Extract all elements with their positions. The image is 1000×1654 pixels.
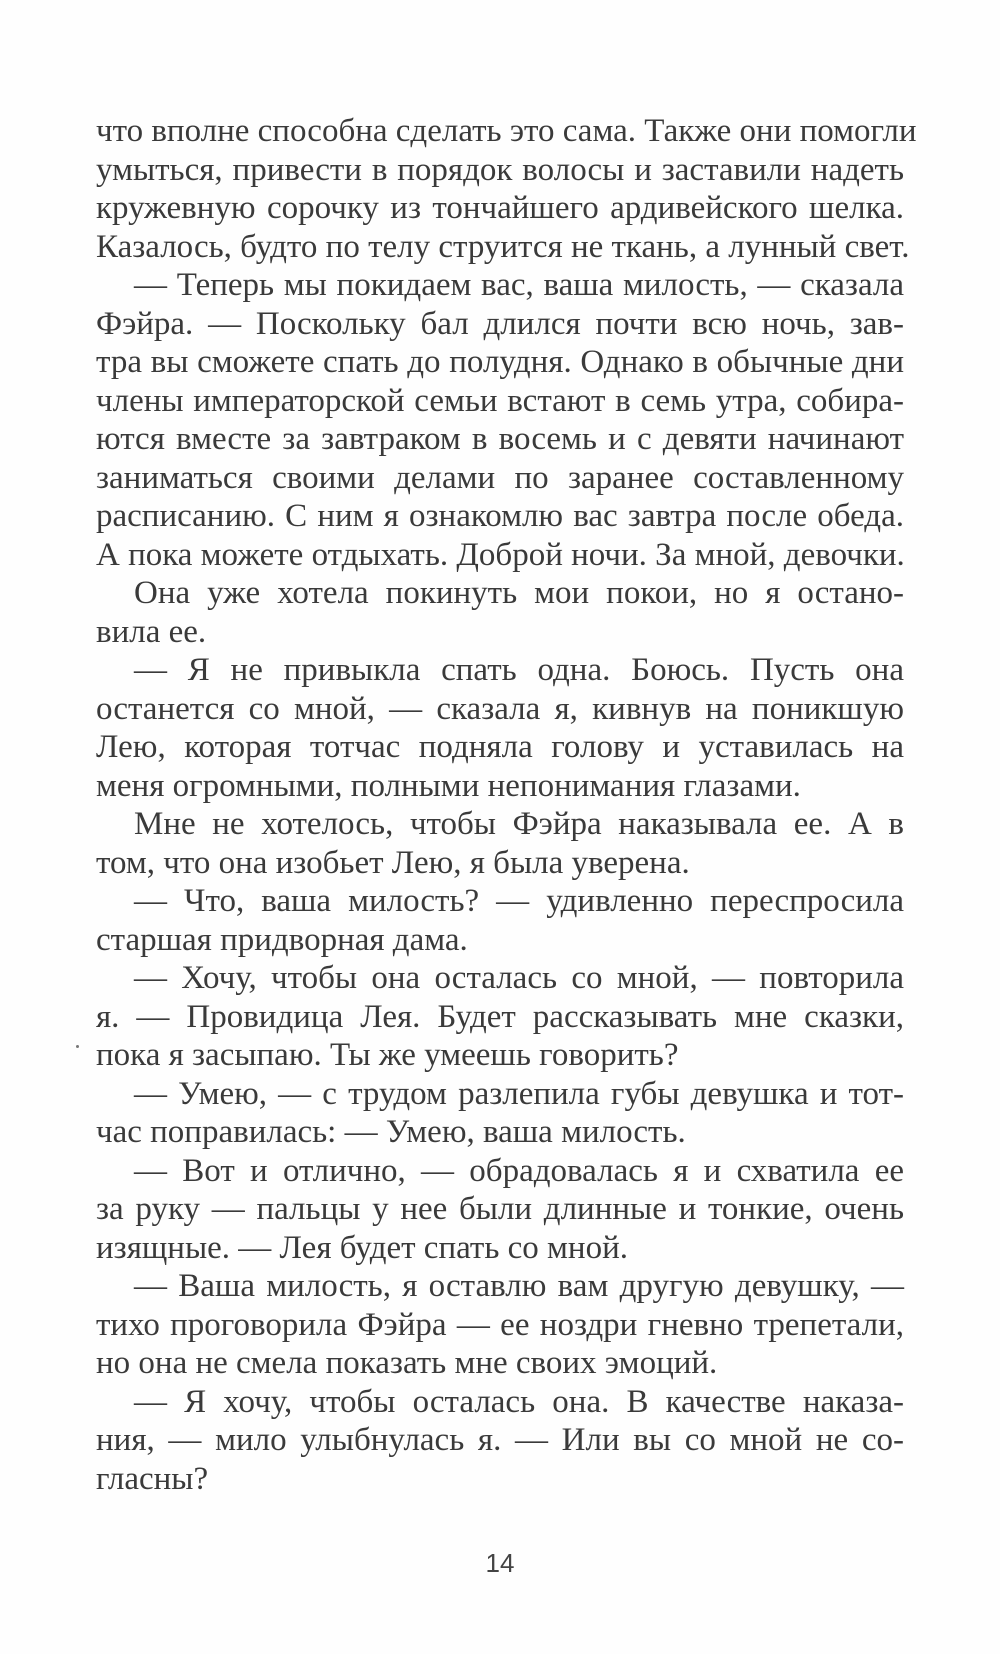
text-line: том, что она изобьет Лею, я была уверена.	[96, 844, 690, 881]
text-line: что вполне способна сделать это сама. Также они помогли	[96, 113, 917, 149]
text-line: старшая придворная дама.	[96, 921, 468, 958]
text-line: тра вы сможете спать до полудня. Однако в обычные дни	[96, 344, 904, 380]
text-line: члены императорской семьи встают в семь утра, собира-	[96, 382, 904, 419]
text-line: за руку — пальцы у нее были длинные и тонкие, очень	[96, 1191, 904, 1227]
text-line: кружевную сорочку из тончайшего ардивейского шелка.	[96, 190, 904, 226]
print-speck	[76, 1045, 79, 1048]
text-line: умыться, привести в порядок волосы и заставили надеть	[96, 151, 904, 188]
text-line: — Теперь мы покидаем вас, ваша милость, — сказала	[134, 267, 904, 303]
text-line: — Хочу, чтобы она осталась со мной, — повторила	[134, 960, 904, 996]
text-line: ются вместе за завтраком в восемь и с девяти начинают	[96, 421, 904, 457]
text-line: Она уже хотела покинуть мои покои, но я остано-	[134, 575, 904, 611]
text-line: гласны?	[96, 1460, 209, 1497]
text-line: заниматься своими делами по заранее составленному	[96, 459, 904, 496]
text-line: тихо проговорила Фэйра — ее ноздри гневно трепетали,	[96, 1306, 904, 1343]
text-line: — Я хочу, чтобы осталась она. В качестве наказа-	[134, 1383, 904, 1420]
text-line: я. — Провидица Лея. Будет рассказывать мне сказки,	[96, 998, 904, 1035]
text-line: вила ее.	[96, 613, 207, 650]
text-line: — Ваша милость, я оставлю вам другую девушку, —	[134, 1268, 904, 1304]
text-line: пока я засыпаю. Ты же умеешь говорить?	[96, 1037, 679, 1073]
text-line: расписанию. С ним я ознакомлю вас завтра после обеда.	[96, 498, 904, 534]
text-line: Лею, которая тотчас подняла голову и уставилась на	[96, 729, 904, 765]
text-line: — Вот и отлично, — обрадовалась я и схватила ее	[134, 1152, 904, 1189]
page-body-text	[96, 112, 917, 1498]
text-line: но она не смела показать мне своих эмоций.	[96, 1345, 718, 1381]
text-line: изящные. — Лея будет спать со мной.	[96, 1229, 628, 1266]
text-line: Фэйра. — Поскольку бал длился почти всю ночь, зав-	[96, 305, 904, 342]
page-number: 14	[485, 1548, 515, 1578]
text-line: час поправилась: — Умею, ваша милость.	[96, 1114, 686, 1150]
text-line: Казалось, будто по телу струится не ткань, а лунный свет.	[96, 228, 910, 265]
text-line: — Что, ваша милость? — удивленно переспросила	[134, 883, 904, 919]
text-line: — Я не привыкла спать одна. Боюсь. Пусть она	[134, 652, 904, 688]
text-line: — Умею, — с трудом разлепила губы девушка и тот-	[134, 1075, 904, 1112]
text-line: меня огромными, полными непонимания глазами.	[96, 767, 801, 804]
text-line: ния, — мило улыбнулась я. — Или вы со мной не со-	[96, 1422, 904, 1458]
text-line: останется со мной, — сказала я, кивнув на поникшую	[96, 690, 904, 727]
text-line: А пока можете отдыхать. Доброй ночи. За мной, девочки.	[96, 536, 905, 573]
text-line: Мне не хотелось, чтобы Фэйра наказывала ее. А в	[134, 806, 904, 842]
